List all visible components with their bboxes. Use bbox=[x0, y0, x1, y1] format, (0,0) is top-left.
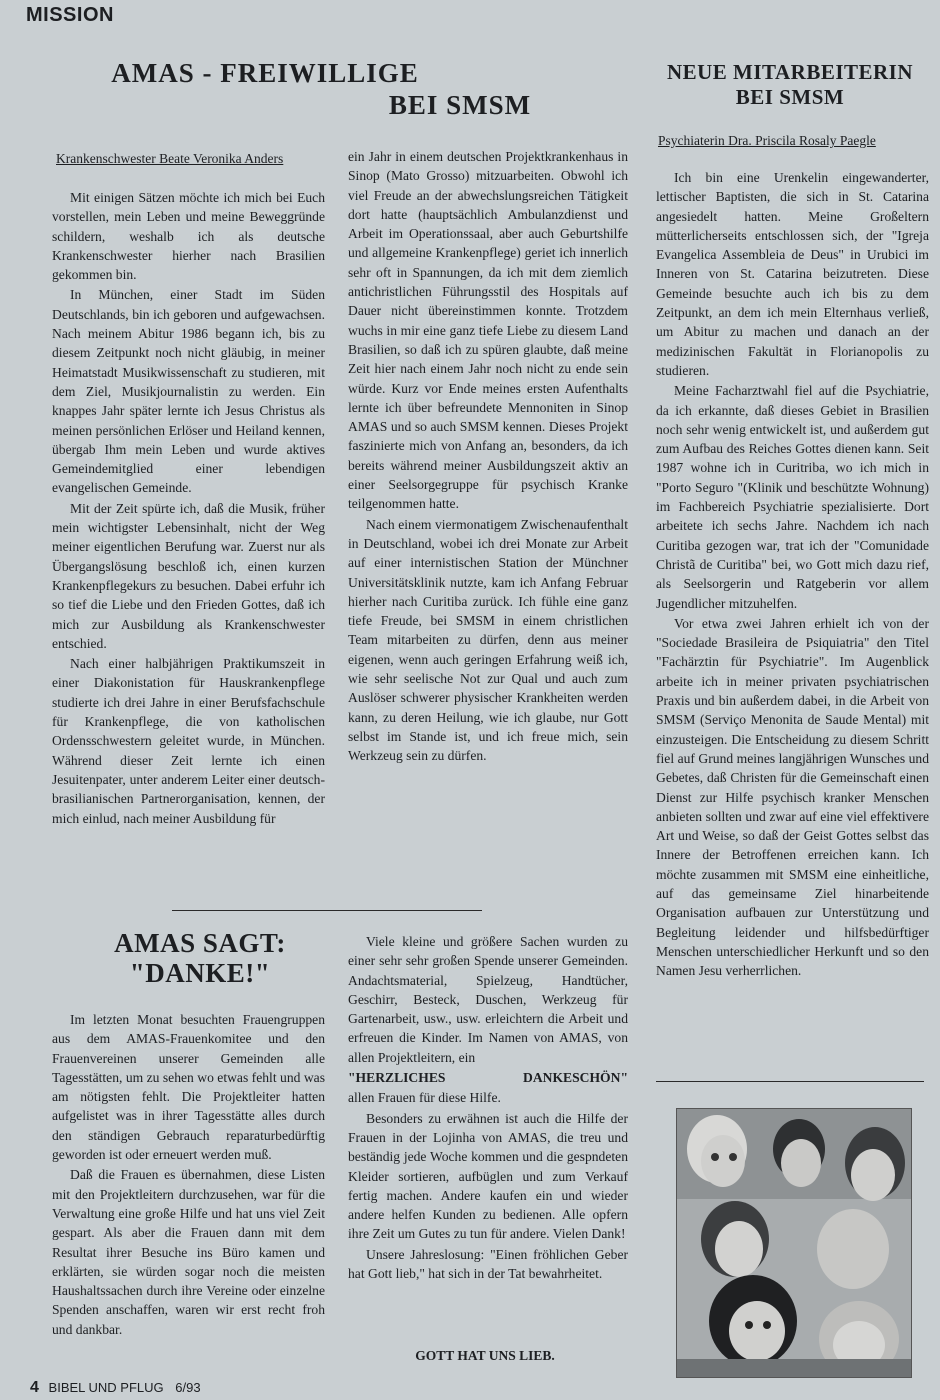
article2-title-line2: BEI SMSM bbox=[735, 85, 845, 109]
article3-column2 bbox=[348, 932, 628, 1283]
article3-title-line1: AMAS SAGT: bbox=[114, 928, 286, 958]
article1-byline: Krankenschwester Beate Veronika Anders bbox=[56, 151, 284, 166]
paragraph: Ich bin eine Urenkelin eingewanderter, lettischer Baptisten, die sich in St. Catarina angesiedelt hatten. Meine Großeltern mütterlicherseits entschlossen sich, der "Igreja Evangelica Assembleia de Deus" in Urubici im Inneren von St. Catarina beizutreten. Diese Gemeinde besuchte auch ich bis zu dem Zeitpunkt, an dem ich mein Elternhaus verließ, um Abitur zu machen und danach an der medizinischen Fakultät in Florianopolis zu studieren. bbox=[656, 170, 929, 378]
article3-title bbox=[70, 928, 330, 988]
children-photo bbox=[676, 1108, 912, 1378]
article2-title bbox=[655, 60, 925, 110]
article3-title-line2: "DANKE!" bbox=[129, 958, 271, 988]
paragraph: Viele kleine und größere Sachen wurden zu einer sehr sehr großen Spende unserer Gemeinden. Andachtsmaterial, Spielzeug, Handtücher, Geschirr, Besteck, Duschen, Werkzeug für Gartenarbeit, usw., usw. erleichtern die Arbeit und erfreuen die Kinder. Im Namen von AMAS, von allen Projektleitern, ein bbox=[348, 934, 628, 1065]
section-label: MISSION bbox=[26, 4, 114, 26]
paragraph: Vor etwa zwei Jahren erhielt ich von der "Sociedade Brasileira de Psiquiatria" den Titel "Fachärztin für Psychiatrie". Im Augenblick arbeite ich in meiner privaten psychiatrischen Praxis und bin außerdem dabei, in die Arbeit von SMSM (Serviço Menonita de Saude Mental) mit einzusteigen. Die Entscheidung zu diesem Schritt fiel auf Grund meines langjährigen Wunsches und Gebetes, daß Christen für die Gemeinschaft einen Dienst zur Hilfe psychisch kranker Menschen anbieten sollten und zwar auf eine viel effektivere Art und Weise, so daß der Geist Gottes selbst das Innere der Betroffenen erreichen kann. Ich möchte zusammen mit SMSM eine einheitliche, auf das gemeinsame Ziel hinarbeitende Organisation aufbauen zur Unterstützung und Begleitung leidender und hilfsbedürftiger Menschen unterschiedlicher Herkunft und so den Namen Jesu verherrlichen. bbox=[656, 615, 929, 979]
article3-column1 bbox=[52, 1010, 325, 1339]
paragraph: Mit der Zeit spürte ich, daß die Musik, früher mein wichtigster Lebensinhalt, nicht der Weg meiner eigentlichen Berufung war. Zuerst nur als Übergangslösung beschloß ich, einen kurzen Krankenpflegekurs zu besuchen. Dabei erfuhr ich so tief die Liebe und den Frieden Gottes, daß ich mich zur Ausbildung als Krankenschwester entschied. bbox=[52, 500, 325, 651]
article1-title-line1: AMAS - FREIWILLIGE bbox=[111, 58, 419, 88]
paragraph: Im letzten Monat besuchten Frauengruppen aus dem AMAS-Frauenkomitee und den Frauenvereinen unserer Gemeinden alle Tagesstätten, um zu sehen wo etwas fehlt und was am nötigsten fehlt. Die Projektleiter hatten aufgelistet was in ihrer Tagesstätte alles durch den ständigen Gebrauch reparaturbedürftig geworden ist oder erneuert werden muß. bbox=[52, 1012, 325, 1163]
paragraph: Mit einigen Sätzen möchte ich mich bei Euch vorstellen, mein Leben und meine Beweggründe schildern, weshalb ich als deutsche Krankenschwester hierher nach Brasilien gekommen bin. bbox=[52, 190, 325, 283]
article2-title-line1: NEUE MITARBEITERIN bbox=[666, 60, 914, 84]
paragraph: Daß die Frauen es übernahmen, diese Listen mit den Projektleitern durchzusehen, war für die Verwaltung eine große Hilfe und hat uns viel Zeit gespart. Als aber die Frauen dann mit dem Resultat ihrer Besuche ins Büro kamen und erklärten, sie würden sogar noch die meisten Haushaltssachen durch ihre Vereine oder einzelne Spenden anschaffen, waren wir erst recht froh und dankbar. bbox=[52, 1167, 325, 1337]
emphasis-line: "HERZLICHES DANKESCHÖN" bbox=[348, 1070, 628, 1086]
article2-byline: Psychiaterin Dra. Priscila Rosaly Paegle bbox=[658, 133, 876, 148]
page-number: 4 bbox=[30, 1379, 39, 1396]
page-footer bbox=[30, 1379, 201, 1397]
section-divider bbox=[172, 910, 482, 911]
paragraph: allen Frauen für diese Hilfe. bbox=[348, 1090, 501, 1106]
paragraph: ein Jahr in einem deutschen Projektkrankenhaus in Sinop (Mato Grosso) mitzuarbeiten. Obwohl ich viel Freude an der abwechslungsreichen Tätigkeit dort hatte (hauptsächlich Ambulanzdienst und Arbeit im Operationssaal, aber auch Geburtshilfe und allgemeine Krankenpflege) geriet ich innerlich sehr oft in Spannungen, da ich mit dem ziemlich antichristlichen Führungsstil des Hospitals auf Dauer nicht übereinstimmen konnte. Trotzdem wuchs in mir eine ganz tiefe Liebe zu diesem Land Brasilien, so daß ich zu spüren glaubte, daß meine Zeit hier nach einem Jahr noch nicht zu ende sein würde. Kurz vor Ende meines ersten Aufenthalts lernte ich über befreundete Mennoniten in Sinop AMAS und so auch SMSM kennen. Dieses Projekt faszinierte mich von Anfang an, besonders, da ich bereits während meiner Ausbildungszeit aktiv an einer Seelsorgegruppe für psychisch Kranke teilgenommen hatte. bbox=[348, 149, 628, 512]
paragraph: In München, einer Stadt im Süden Deutschlands, bin ich geboren und aufgewachsen. Nach meinem Abitur 1986 begann ich, bis zu diesem Zeitpunkt noch nicht gläubig, in meiner Heimatstadt Musikwissenschaft zu studieren, mit dem Ziel, Musikjournalistin zu werden. Ein knappes Jahr später lernte ich Jesus Christus als meinen persönlichen Erlöser und Heiland kennen, übergab Ihm mein Leben und wurde aktives Gemeindemitglied einer lebendigen evangelischen Gemeinde. bbox=[52, 287, 325, 496]
paragraph: Unsere Jahreslosung: "Einen fröhlichen Geber hat Gott lieb," hat sich in der Tat bewahrheitet. bbox=[348, 1246, 628, 1282]
paragraph: Besonders zu erwähnen ist auch die Hilfe der Frauen in der Lojinha von AMAS, die treu und beständig jede Woche kommen und die gespndeten Kleider sortieren, aufbüglen und zum Verkauf fertig machen. Andere kaufen ein und wieder andere helfen Kunden zu bedienen. Alle opfern ihre Zeit um Gutes zu tun für andere. Vielen Dank! bbox=[348, 1110, 628, 1242]
article1-column1 bbox=[52, 188, 325, 828]
paragraph: Meine Facharztwahl fiel auf die Psychiatrie, da ich erkannte, daß dieses Gebiet in Brasilien noch sehr wenig entwickelt ist, und außerdem gut zum Aufbau des Reiches Gottes dienen kann. Seit 1987 wohne ich in Curitriba, wo ich mich in "Porto Seguro "(Klinik und beschützte Wohnung) im Fachbereich Psychiatrie spezialisierte. Dort arbeitete ich sechs Jahre. Nachdem ich nach Curitiba gezogen war, trat ich der "Comunidade Christã de Curitiba" bei, wo Gott mich dazu rief, als Seelsorgerin und Ratgeberin vor allem Jugendlicher mitzuhelfen. bbox=[656, 383, 929, 611]
photo-illustration bbox=[677, 1109, 911, 1377]
paragraph: Nach einer halbjährigen Praktikumszeit in einer Diakonistation für Hauskrankenpflege studierte ich drei Jahre in einer Berufsfachschule für Krankenpflege, die von katholischen Ordensschwestern geleitet wurde, in München. Während dieser Zeit lernte ich einen Jesuitenpater, unter anderem Leiter einer deutsch-brasilianischen Partnerorganisation, kennen, der mich einlud, nach meiner Ausbildung für bbox=[52, 656, 325, 826]
article2-end-rule bbox=[656, 1081, 924, 1082]
publication-name: BIBEL UND PFLUG bbox=[48, 1380, 164, 1395]
article1-title-line2: BEI SMSM bbox=[388, 90, 532, 120]
article1-column2 bbox=[348, 147, 628, 766]
article3-closing: GOTT HAT UNS LIEB. bbox=[415, 1348, 555, 1363]
article2-column bbox=[656, 168, 929, 980]
issue-number: 6/93 bbox=[175, 1380, 201, 1395]
paragraph: Nach einem viermonatigem Zwischenaufenthalt in Deutschland, wobei ich drei Monate zur Arbeit auf einer internistischen Station der Münchner Universitätsklinik nutzte, kam ich Anfang Februar hierher nach Curitiba zurück. Ich fühle eine ganz tiefe Freude, bei SMSM in einem christlichen Team mitarbeiten zu dürfen, denn aus meiner eigenen, wenn auch geringen Erfahrung weiß ich, wie sehr seelische Not zur Qual und auch zum Auslöser schwerer physischer Krankheiten werden kann, zu deren Heilung, wie ich glaube, nur Gott selbst im Stande ist, und ich freue mich, sein Werkzeug sein zu dürfen. bbox=[348, 516, 628, 764]
